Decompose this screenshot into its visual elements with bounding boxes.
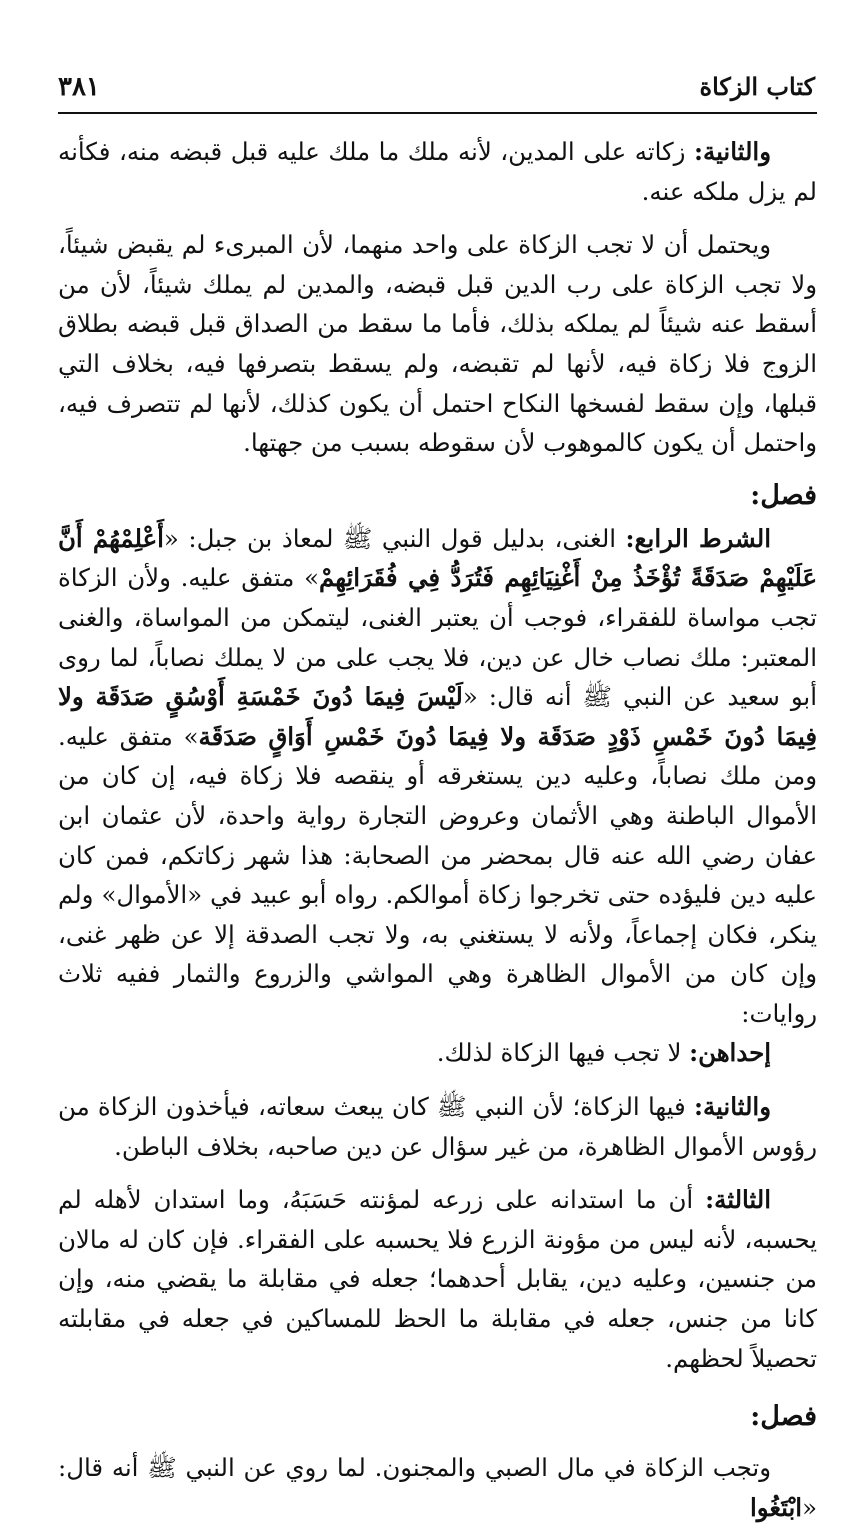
- paragraph: [58, 519, 817, 1034]
- paragraph: [58, 225, 817, 463]
- section-heading: فصل:: [750, 1401, 817, 1433]
- hadith-quote: ابْتَغُوا: [749, 1492, 803, 1522]
- paragraph: [58, 1033, 817, 1073]
- paragraph: [58, 1180, 817, 1378]
- paragraph-text: لا تجب فيها الزكاة لذلك.: [436, 1038, 690, 1068]
- section-heading: فصل:: [750, 479, 817, 511]
- hadith-quote: لَيْسَ فِيمَا دُونَ خَمْسَةِ أَوْسُقٍ صَدَقَة ولا فِيمَا دُونَ خَمْسِ ذَوْدٍ صَدَقَة ولا فِيمَا دُونَ خَمْسِ أَوَاقٍ صَدَقَة: [58, 682, 817, 751]
- paragraph-text: فيها الزكاة؛ لأن النبي ﷺ كان يبعث سعاته، فيأخذون الزكاة من رؤوس الأموال الظاهرة، من غير سؤال عن دين صاحبه، بخلاف الباطن.: [58, 1092, 817, 1161]
- paragraph: [58, 132, 817, 211]
- paragraph-lead: الشرط الرابع:: [625, 523, 771, 553]
- paragraph: [58, 1448, 817, 1527]
- chapter-title: كتاب الزكاة: [699, 72, 815, 101]
- paragraph-text: الغنى، بدليل قول النبي ﷺ لمعاذ بن جبل: «: [163, 523, 626, 553]
- paragraph-text: وتجب الزكاة في مال الصبي والمجنون. لما روي عن النبي ﷺ أنه قال: «: [58, 1453, 817, 1522]
- paragraph-text: زكاته على المدين، لأنه ملك ما ملك عليه قبل قبضه منه، فكأنه لم يزل ملكه عنه.: [58, 137, 817, 206]
- paragraph-text: » متفق عليه. ولأن الزكاة تجب مواساة للفقراء، فوجب أن يعتبر الغنى، ليتمكن من المواساة، والغنى المعتبر: ملك نصاب خال عن دين، فلا يجب على من لا يملك نصاباً، لما روى أبو سعيد عن النبي ﷺ أنه قال: «: [58, 563, 817, 712]
- paragraph-lead: إحداهن:: [689, 1038, 771, 1068]
- page-body: [58, 132, 817, 1527]
- paragraph-lead: والثانية:: [693, 137, 771, 166]
- paragraph-lead: والثانية:: [693, 1092, 771, 1122]
- page-number: ٣٨١: [58, 72, 100, 102]
- hadith-quote: أَعْلِمْهُمْ أَنَّ عَلَيْهِمْ صَدَقَةً تُؤْخَذُ مِنْ أَغْنِيَائِهِم فَتُرَدُّ فِي فُقَرَائِهِمْ: [58, 523, 817, 593]
- paragraph: [58, 1087, 817, 1166]
- paragraph-text: ويحتمل أن لا تجب الزكاة على واحد منهما، لأن المبرىء لم يقبض شيئاً، ولا تجب الزكاة على رب الدين قبل قبضه، والمدين لم يملك شيئاً، لأن من أسقط عنه شيئاً لم يملكه بذلك، فأما ما سقط من الصداق قبل قبضه بطلاق الزوج فلا زكاة فيه، لأنها لم تقبضه، ولم يسقط بتصرفها فيه، بخلاف التي قبلها، وإن سقط لفسخها النكاح احتمل أن يكون كذلك، لأنها لم تتصرف فيه، واحتمل أن يكون كالموهوب لأن سقوطه بسبب من جهتها.: [58, 230, 818, 458]
- page-header: [58, 72, 817, 114]
- paragraph-lead: الثالثة:: [705, 1185, 771, 1215]
- paragraph-text: أن ما استدانه على زرعه لمؤنته حَسَبَهُ، وما استدان لأهله لم يحسبه، لأنه ليس من مؤونة الزرع فلا يحسبه على الفقراء. فإن كان له مالان من جنسين، وعليه دين، يقابل أحدهما؛ جعله في مقابلة ما يقضي منه، وإن كانا من جنس، جعله في مقابلة ما الحظ للمساكين في جعله في مقابلته تحصيلاً لحظهم.: [58, 1185, 817, 1373]
- paragraph-text: » متفق عليه. ومن ملك نصاباً، وعليه دين يستغرقه أو ينقصه فلا زكاة فيه، إن كان من الأموال الباطنة وهي الأثمان وعروض التجارة رواية واحدة، لأن عثمان ابن عفان رضي الله عنه قال بمحضر من الصحابة: هذا شهر زكاتكم، فمن كان عليه دين فليؤده حتى تخرجوا زكاة أموالكم. رواه أبو عبيد في «الأموال» ولم ينكر، فكان إجماعاً، ولأنه لا يستغني به، ولا تجب الصدقة إلا عن ظهر غنى، وإن كان من الأموال الظاهرة وهي المواشي والزروع والثمار ففيه ثلاث روايات:: [58, 721, 817, 1028]
